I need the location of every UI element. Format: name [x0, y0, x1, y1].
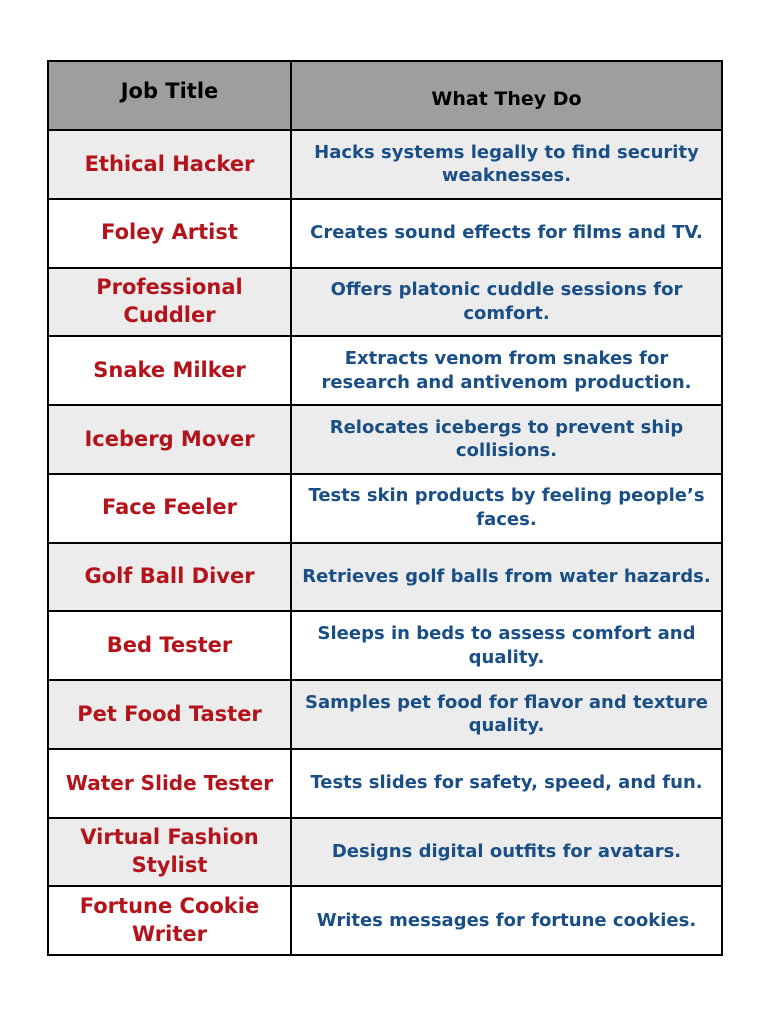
job-title-cell: Ethical Hacker [48, 130, 291, 199]
job-title-cell: Virtual Fashion Stylist [48, 818, 291, 887]
table-row [48, 474, 722, 543]
job-title-cell: Professional Cuddler [48, 268, 291, 337]
job-description-cell: Hacks systems legally to find security weaknesses. [291, 130, 722, 199]
job-title-cell: Foley Artist [48, 199, 291, 268]
job-description-cell: Extracts venom from snakes for research and antivenom production. [291, 336, 722, 405]
job-title-cell: Golf Ball Diver [48, 543, 291, 612]
job-description-cell: Tests skin products by feeling people’s faces. [291, 474, 722, 543]
table-header [48, 61, 722, 130]
table-row [48, 749, 722, 818]
header-job-title: Job Title [48, 61, 291, 130]
job-title-cell: Iceberg Mover [48, 405, 291, 474]
table-row [48, 405, 722, 474]
job-description-cell: Tests slides for safety, speed, and fun. [291, 749, 722, 818]
header-what-they-do: What They Do [291, 61, 722, 130]
header-row [48, 61, 722, 130]
job-description-cell: Relocates icebergs to prevent ship collisions. [291, 405, 722, 474]
job-title-cell: Face Feeler [48, 474, 291, 543]
table-row [48, 818, 722, 887]
jobs-table [47, 60, 723, 956]
table-row [48, 611, 722, 680]
job-description-cell: Retrieves golf balls from water hazards. [291, 543, 722, 612]
job-description-cell: Designs digital outfits for avatars. [291, 818, 722, 887]
job-title-cell: Fortune Cookie Writer [48, 886, 291, 955]
job-title-cell: Bed Tester [48, 611, 291, 680]
job-description-cell: Writes messages for fortune cookies. [291, 886, 722, 955]
table-row [48, 199, 722, 268]
table-row [48, 543, 722, 612]
job-description-cell: Samples pet food for flavor and texture quality. [291, 680, 722, 749]
job-title-cell: Pet Food Taster [48, 680, 291, 749]
table-row [48, 268, 722, 337]
job-description-cell: Offers platonic cuddle sessions for comfort. [291, 268, 722, 337]
job-title-cell: Water Slide Tester [48, 749, 291, 818]
job-description-cell: Creates sound effects for films and TV. [291, 199, 722, 268]
table-row [48, 886, 722, 955]
table-row [48, 680, 722, 749]
job-title-cell: Snake Milker [48, 336, 291, 405]
table-row [48, 130, 722, 199]
job-description-cell: Sleeps in beds to assess comfort and quality. [291, 611, 722, 680]
table-row [48, 336, 722, 405]
table-body [48, 130, 722, 955]
